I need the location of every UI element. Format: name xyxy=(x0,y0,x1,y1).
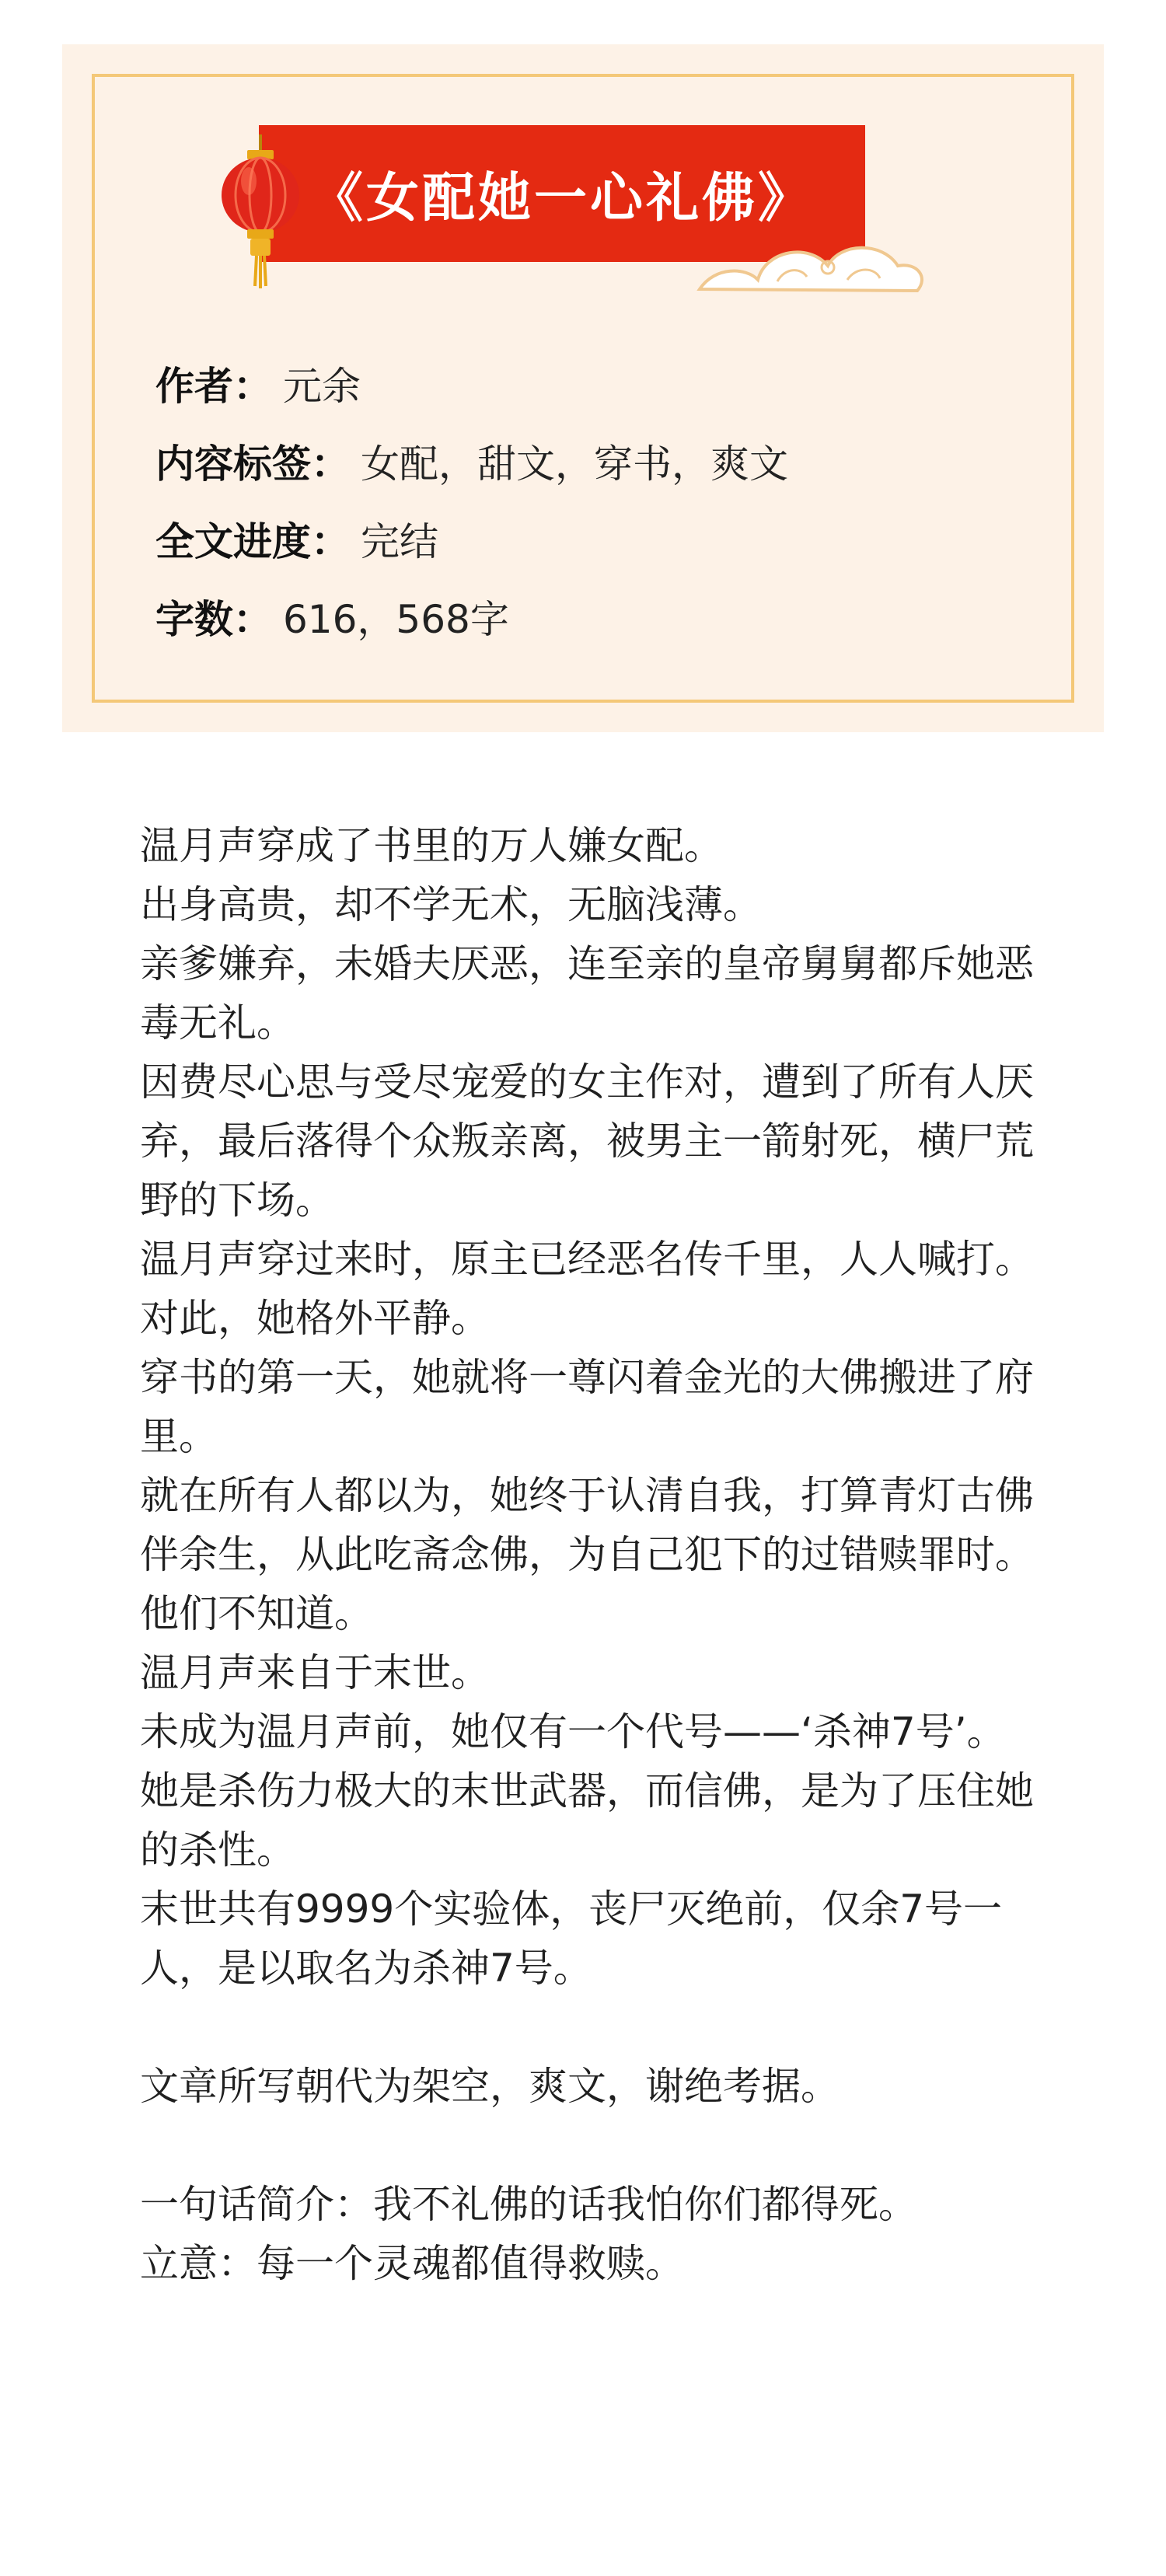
synopsis-paragraph: 出身高贵，却不学无术，无脑浅薄。 xyxy=(140,882,762,927)
meta-value: 女配，甜文，穿书，爽文 xyxy=(361,442,788,487)
paragraph-gap xyxy=(140,2116,1034,2175)
synopsis-paragraph: 她是杀伤力极大的末世武器，而信佛，是为了压住她的杀性。 xyxy=(140,1768,1034,1873)
one-line-summary: 一句话简介：我不礼佛的话我怕你们都得死。 xyxy=(140,2182,917,2227)
meta-value: 616，568字 xyxy=(283,597,509,642)
synopsis-paragraph: 就在所有人都以为，她终于认清自我，打算青灯古佛伴余生，从此吃斋念佛，为自己犯下的过错赎罪时。 xyxy=(140,1473,1034,1577)
synopsis-paragraph: 他们不知道。 xyxy=(140,1591,373,1636)
setting-note: 文章所写朝代为架空，爽文，谢绝考据。 xyxy=(140,2064,840,2109)
synopsis-paragraph: 穿书的第一天，她就将一尊闪着金光的大佛搬进了府里。 xyxy=(140,1355,1034,1459)
book-meta-list xyxy=(155,347,1011,658)
meta-word-count xyxy=(155,581,1011,658)
meta-value: 完结 xyxy=(361,519,438,564)
paragraph-gap xyxy=(140,1998,1034,2057)
synopsis-paragraph: 温月声穿过来时，原主已经恶名传千里，人人喊打。 xyxy=(140,1237,1034,1282)
meta-value: 元余 xyxy=(283,364,361,409)
meta-label: 作者： xyxy=(155,364,272,409)
meta-tags xyxy=(155,425,1011,503)
book-info-card xyxy=(62,44,1104,732)
meta-author xyxy=(155,347,1011,425)
synopsis-paragraph: 温月声穿成了书里的万人嫌女配。 xyxy=(140,823,723,868)
synopsis xyxy=(140,816,1034,2293)
book-title: 《女配她一心礼佛》 xyxy=(309,167,814,229)
synopsis-paragraph: 末世共有9999个实验体，丧尸灭绝前，仅余7号一人，是以取名为杀神7号。 xyxy=(140,1887,1003,1991)
synopsis-paragraph: 对此，她格外平静。 xyxy=(140,1296,490,1341)
synopsis-paragraph: 亲爹嫌弃，未婚夫厌恶，连至亲的皇帝舅舅都斥她恶毒无礼。 xyxy=(140,941,1034,1045)
meta-label: 字数： xyxy=(155,597,272,642)
meta-label: 内容标签： xyxy=(155,442,350,487)
lantern-icon xyxy=(218,134,303,290)
cloud-icon xyxy=(684,219,933,305)
synopsis-paragraph: 未成为温月声前，她仅有一个代号——‘杀神7号’。 xyxy=(140,1709,1006,1754)
synopsis-paragraph: 温月声来自于末世。 xyxy=(140,1650,490,1695)
meta-progress xyxy=(155,503,1011,581)
synopsis-paragraph: 因费尽心思与受尽宠爱的女主作对，遭到了所有人厌弃，最后落得个众叛亲离，被男主一箭射死，横尸荒野的下场。 xyxy=(140,1059,1034,1223)
theme-statement: 立意：每一个灵魂都值得救赎。 xyxy=(140,2241,684,2286)
meta-label: 全文进度： xyxy=(155,519,350,564)
